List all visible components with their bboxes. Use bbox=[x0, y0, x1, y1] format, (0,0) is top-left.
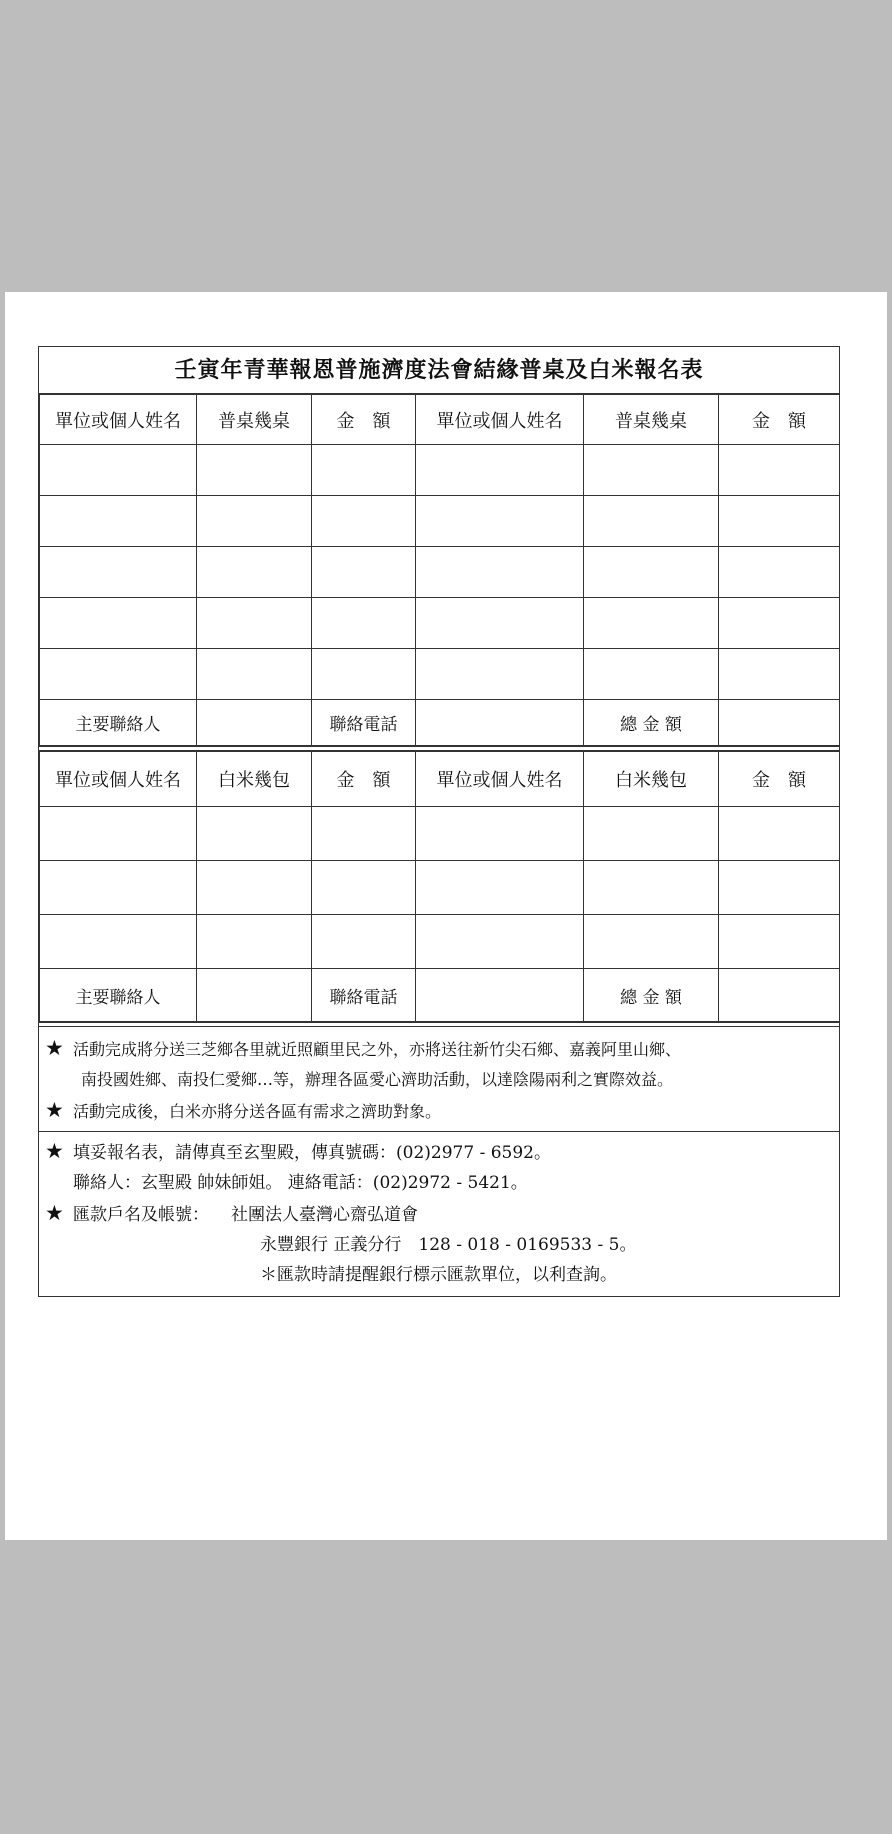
table-rice bbox=[39, 751, 840, 1022]
col-header-name: 單位或個人姓名 bbox=[416, 395, 584, 445]
star-icon: ★ bbox=[45, 1201, 64, 1225]
blank-cell[interactable] bbox=[719, 598, 840, 649]
blank-cell[interactable] bbox=[197, 807, 312, 861]
blank-cell[interactable] bbox=[416, 915, 584, 969]
blank-cell[interactable] bbox=[584, 598, 719, 649]
col-header-name: 單位或個人姓名 bbox=[40, 752, 197, 807]
phone-value[interactable] bbox=[416, 700, 584, 746]
blank-cell[interactable] bbox=[40, 915, 197, 969]
blank-cell[interactable] bbox=[584, 496, 719, 547]
blank-cell[interactable] bbox=[197, 496, 312, 547]
table-row bbox=[40, 649, 840, 700]
blank-cell[interactable] bbox=[719, 861, 840, 915]
blank-cell[interactable] bbox=[40, 598, 197, 649]
blank-cell[interactable] bbox=[416, 547, 584, 598]
total-label: 總 金 額 bbox=[584, 969, 719, 1022]
notes-section bbox=[39, 1027, 839, 1296]
blank-cell[interactable] bbox=[197, 861, 312, 915]
blank-cell[interactable] bbox=[719, 649, 840, 700]
blank-cell[interactable] bbox=[416, 861, 584, 915]
blank-cell[interactable] bbox=[416, 649, 584, 700]
phone-label: 聯絡電話 bbox=[312, 700, 416, 746]
phone-value[interactable] bbox=[416, 969, 584, 1022]
total-value[interactable] bbox=[719, 700, 840, 746]
table-row bbox=[40, 861, 840, 915]
summary-row bbox=[40, 700, 840, 746]
table-header-row bbox=[40, 752, 840, 807]
blank-cell[interactable] bbox=[312, 445, 416, 496]
blank-cell[interactable] bbox=[719, 915, 840, 969]
blank-cell[interactable] bbox=[197, 445, 312, 496]
contact-value[interactable] bbox=[197, 700, 312, 746]
col-header-name: 單位或個人姓名 bbox=[416, 752, 584, 807]
contact-label: 主要聯絡人 bbox=[40, 969, 197, 1022]
blank-cell[interactable] bbox=[719, 496, 840, 547]
star-icon: ★ bbox=[45, 1098, 64, 1122]
blank-cell[interactable] bbox=[312, 915, 416, 969]
blank-cell[interactable] bbox=[312, 649, 416, 700]
note-text: 活動完成將分送三芝鄉各里就近照顧里民之外，亦將送往新竹尖石鄉、嘉義阿里山鄉、 bbox=[73, 1040, 682, 1059]
blank-cell[interactable] bbox=[197, 598, 312, 649]
blank-cell[interactable] bbox=[584, 547, 719, 598]
fax-text: 填妥報名表，請傳真至玄聖殿，傳真號碼：(02)2977 - 6592。 bbox=[73, 1143, 551, 1163]
table-row bbox=[40, 496, 840, 547]
blank-cell[interactable] bbox=[312, 547, 416, 598]
table-row bbox=[40, 547, 840, 598]
blank-cell[interactable] bbox=[312, 496, 416, 547]
registration-form bbox=[38, 346, 840, 1297]
total-value[interactable] bbox=[719, 969, 840, 1022]
note-text: 南投國姓鄉、南投仁愛鄉…等，辦理各區愛心濟助活動，以達陰陽兩利之實際效益。 bbox=[81, 1070, 674, 1089]
col-header-amount: 金 額 bbox=[312, 752, 416, 807]
blank-cell[interactable] bbox=[416, 445, 584, 496]
note-text: 活動完成後，白米亦將分送各區有需求之濟助對象。 bbox=[73, 1102, 442, 1121]
contact-value[interactable] bbox=[197, 969, 312, 1022]
blank-cell[interactable] bbox=[197, 649, 312, 700]
star-icon: ★ bbox=[45, 1036, 64, 1060]
total-label: 總 金 額 bbox=[584, 700, 719, 746]
col-header-amount: 金 額 bbox=[719, 752, 840, 807]
blank-cell[interactable] bbox=[312, 598, 416, 649]
blank-cell[interactable] bbox=[312, 807, 416, 861]
account-label: 匯款戶名及帳號： bbox=[73, 1205, 209, 1225]
table-row bbox=[40, 807, 840, 861]
blank-cell[interactable] bbox=[719, 445, 840, 496]
blank-cell[interactable] bbox=[40, 445, 197, 496]
table-row bbox=[40, 598, 840, 649]
blank-cell[interactable] bbox=[197, 547, 312, 598]
col-header-amount: 金 額 bbox=[719, 395, 840, 445]
phone-label: 聯絡電話 bbox=[312, 969, 416, 1022]
form-title: 壬寅年青華報恩普施濟度法會結緣普桌及白米報名表 bbox=[39, 347, 839, 394]
col-header-rice: 白米幾包 bbox=[197, 752, 312, 807]
bank-account: 永豐銀行 正義分行 128 - 018 - 0169533 - 5。 bbox=[260, 1235, 637, 1255]
blank-cell[interactable] bbox=[416, 496, 584, 547]
blank-cell[interactable] bbox=[719, 547, 840, 598]
col-header-name: 單位或個人姓名 bbox=[40, 395, 197, 445]
activity-notes bbox=[39, 1027, 839, 1132]
blank-cell[interactable] bbox=[584, 861, 719, 915]
table-puzhuo bbox=[39, 394, 840, 746]
blank-cell[interactable] bbox=[719, 807, 840, 861]
remittance-reminder: ＊匯款時請提醒銀行標示匯款單位，以利查詢。 bbox=[260, 1265, 617, 1285]
blank-cell[interactable] bbox=[584, 915, 719, 969]
blank-cell[interactable] bbox=[40, 861, 197, 915]
contact-text: 聯絡人：玄聖殿 帥妹師姐。 連絡電話：(02)2972 - 5421。 bbox=[73, 1173, 528, 1193]
blank-cell[interactable] bbox=[584, 649, 719, 700]
blank-cell[interactable] bbox=[416, 807, 584, 861]
col-header-rice: 白米幾包 bbox=[584, 752, 719, 807]
col-header-amount: 金 額 bbox=[312, 395, 416, 445]
table-header-row bbox=[40, 395, 840, 445]
blank-cell[interactable] bbox=[197, 915, 312, 969]
summary-row bbox=[40, 969, 840, 1022]
blank-cell[interactable] bbox=[584, 445, 719, 496]
blank-cell[interactable] bbox=[40, 547, 197, 598]
blank-cell[interactable] bbox=[312, 861, 416, 915]
blank-cell[interactable] bbox=[584, 807, 719, 861]
blank-cell[interactable] bbox=[416, 598, 584, 649]
account-name: 社團法人臺灣心齋弘道會 bbox=[231, 1205, 418, 1225]
blank-cell[interactable] bbox=[40, 496, 197, 547]
blank-cell[interactable] bbox=[40, 807, 197, 861]
contact-info bbox=[39, 1132, 839, 1296]
col-header-tables: 普桌幾桌 bbox=[584, 395, 719, 445]
contact-label: 主要聯絡人 bbox=[40, 700, 197, 746]
star-icon: ★ bbox=[45, 1139, 64, 1163]
document-page bbox=[5, 292, 887, 1540]
table-row bbox=[40, 915, 840, 969]
col-header-tables: 普桌幾桌 bbox=[197, 395, 312, 445]
table-row bbox=[40, 445, 840, 496]
blank-cell[interactable] bbox=[40, 649, 197, 700]
